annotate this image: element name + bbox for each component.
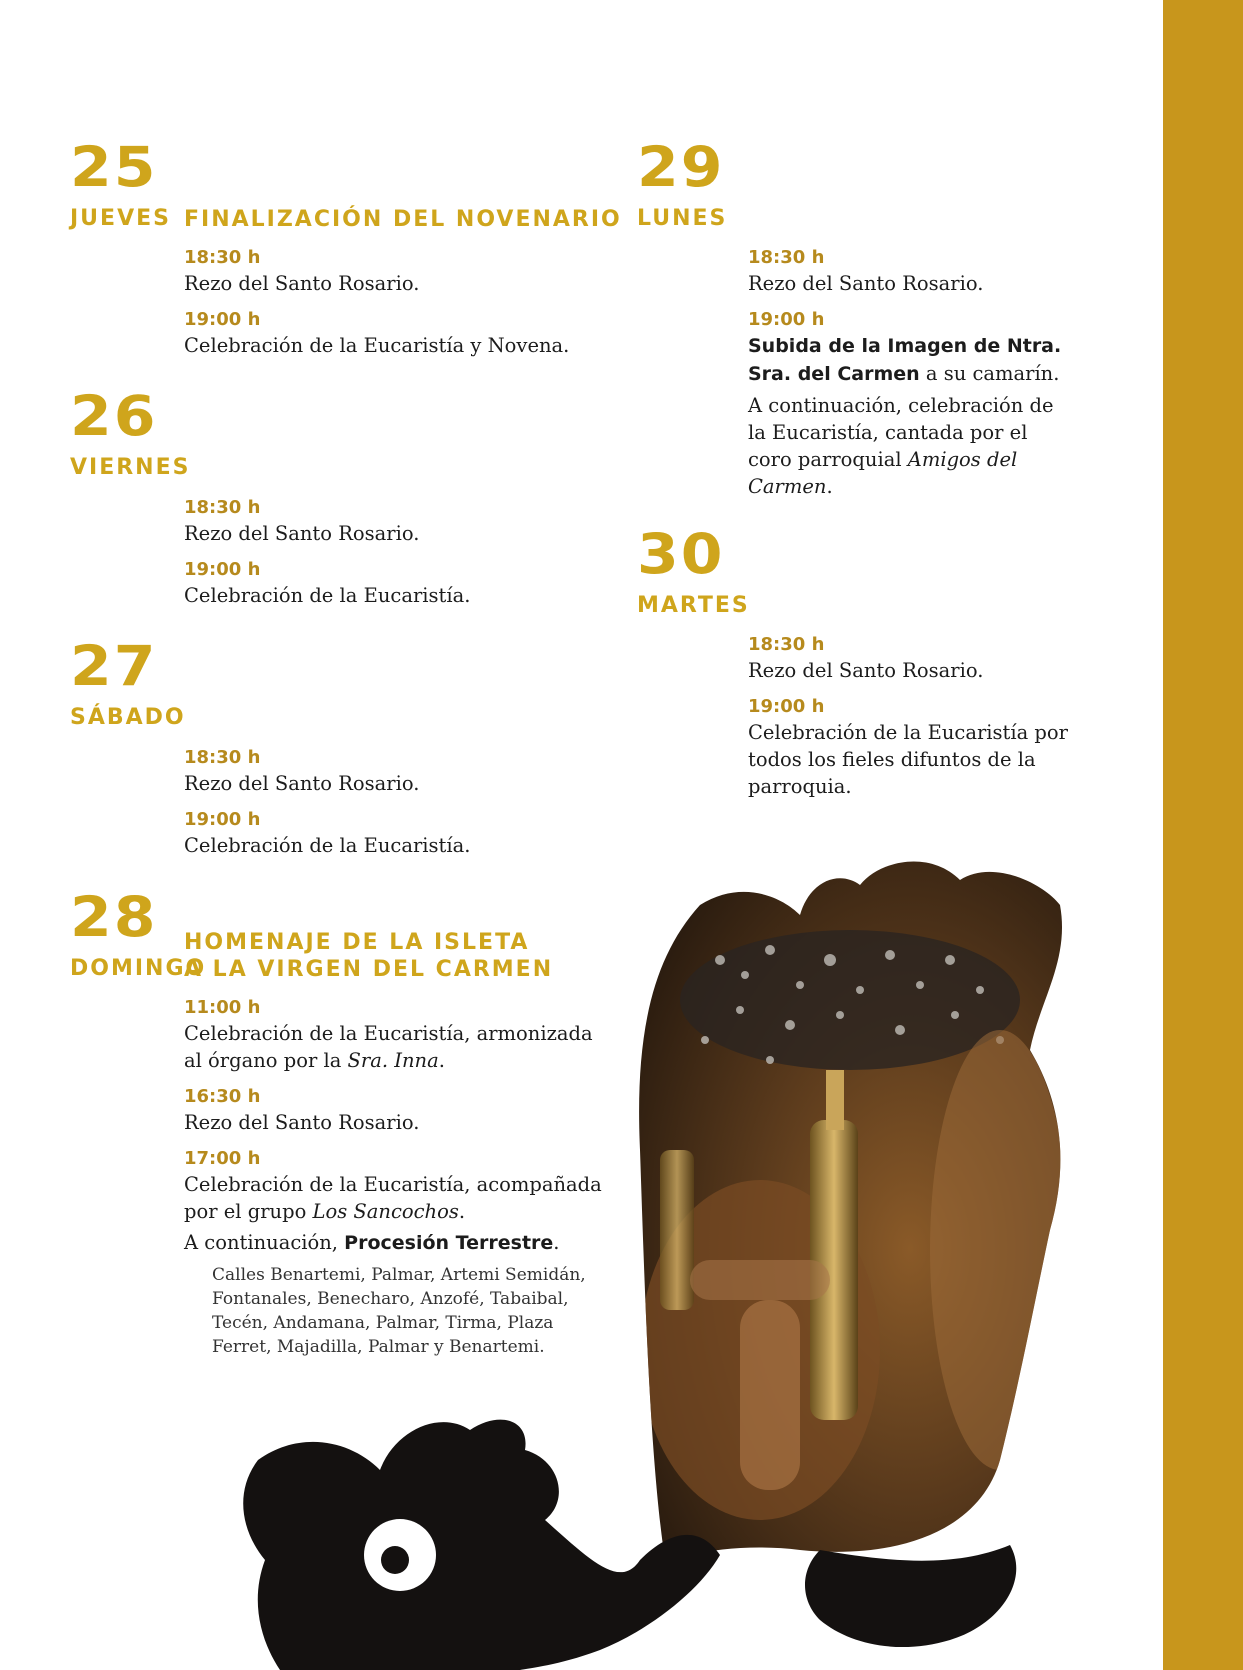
event bbox=[184, 246, 604, 297]
event-time: 18:30 h bbox=[748, 634, 825, 655]
event-time: 19:00 h bbox=[184, 809, 261, 830]
event-extra: A continuación, Procesión Terrestre. bbox=[184, 1231, 560, 1254]
day-27-events bbox=[184, 746, 604, 870]
event-text: Celebración de la Eucaristía. bbox=[184, 834, 471, 857]
event-time: 16:30 h bbox=[184, 1086, 261, 1107]
day-name: LUNES bbox=[637, 206, 728, 231]
event-extra: A continuación, celebración de la Eucaristía, cantada por el coro parroquial Amigos del Carmen. bbox=[748, 394, 1054, 498]
procession-route: Calles Benartemi, Palmar, Artemi Semidán, Fontanales, Benecharo, Anzofé, Tabaibal, Tecén, Andamana, Palmar, Tirma, Plaza Ferret, Majadilla, Palmar y Benartemi. bbox=[212, 1265, 586, 1357]
event-time: 18:30 h bbox=[748, 247, 825, 268]
event-time: 18:30 h bbox=[184, 497, 261, 518]
day-29-events bbox=[748, 246, 1068, 511]
event-time: 11:00 h bbox=[184, 997, 261, 1018]
event bbox=[748, 246, 1068, 297]
day-number: 27 bbox=[70, 634, 158, 699]
event bbox=[184, 558, 604, 609]
event bbox=[748, 695, 1068, 800]
day-number: 30 bbox=[637, 522, 725, 587]
event bbox=[748, 308, 1068, 500]
day-number: 29 bbox=[637, 135, 725, 200]
day-30-events bbox=[748, 633, 1068, 811]
event-time: 19:00 h bbox=[748, 696, 825, 717]
image-ascent-label: Subida de la Imagen de Ntra. Sra. del Carmen bbox=[748, 335, 1062, 385]
group-name: Los Sancochos bbox=[312, 1200, 459, 1223]
event-text: Rezo del Santo Rosario. bbox=[184, 1111, 420, 1134]
event-text: Celebración de la Eucaristía por todos los fieles difuntos de la parroquia. bbox=[748, 721, 1068, 798]
day-name: VIERNES bbox=[70, 455, 191, 480]
day-name: JUEVES bbox=[70, 206, 171, 231]
day-name: DOMINGO bbox=[70, 956, 207, 981]
event-text: Celebración de la Eucaristía y Novena. bbox=[184, 334, 570, 357]
day-28-title-line-1: HOMENAJE DE LA ISLETA bbox=[184, 930, 530, 955]
choir-name: Amigos del Carmen bbox=[748, 448, 1018, 498]
event-text: Celebración de la Eucaristía. bbox=[184, 584, 471, 607]
event-time: 18:30 h bbox=[184, 747, 261, 768]
event bbox=[184, 1085, 614, 1136]
event bbox=[184, 1147, 614, 1359]
event-text: Celebración de la Eucaristía, acompañada por el grupo Los Sancochos. bbox=[184, 1173, 602, 1223]
event-time: 19:00 h bbox=[184, 559, 261, 580]
event bbox=[184, 996, 614, 1074]
event-text: Rezo del Santo Rosario. bbox=[184, 772, 420, 795]
organist-name: Sra. Inna bbox=[347, 1049, 439, 1072]
event-text: Rezo del Santo Rosario. bbox=[748, 659, 984, 682]
event-text: Subida de la Imagen de Ntra. Sra. del Carmen a su camarín. bbox=[748, 335, 1062, 385]
event-time: 17:00 h bbox=[184, 1148, 261, 1169]
event-time: 19:00 h bbox=[184, 309, 261, 330]
event-time: 19:00 h bbox=[748, 309, 825, 330]
day-26-events bbox=[184, 496, 604, 620]
event bbox=[184, 746, 604, 797]
event-text: Rezo del Santo Rosario. bbox=[748, 272, 984, 295]
event-text: Rezo del Santo Rosario. bbox=[184, 522, 420, 545]
event bbox=[184, 496, 604, 547]
day-25-title: FINALIZACIÓN DEL NOVENARIO bbox=[184, 207, 622, 232]
day-25-events bbox=[184, 246, 604, 370]
event bbox=[748, 633, 1068, 684]
event-time: 18:30 h bbox=[184, 247, 261, 268]
procession-label: Procesión Terrestre bbox=[344, 1232, 554, 1254]
event bbox=[184, 308, 604, 359]
day-number: 26 bbox=[70, 384, 158, 449]
day-28-events bbox=[184, 996, 614, 1370]
event-text: Celebración de la Eucaristía, armonizada al órgano por la Sra. Inna. bbox=[184, 1022, 593, 1072]
day-name: MARTES bbox=[637, 593, 750, 618]
event bbox=[184, 808, 604, 859]
day-name: SÁBADO bbox=[70, 705, 186, 730]
event-text: Rezo del Santo Rosario. bbox=[184, 272, 420, 295]
day-number: 28 bbox=[70, 885, 158, 950]
day-number: 25 bbox=[70, 135, 158, 200]
day-28-title-line-2: A LA VIRGEN DEL CARMEN bbox=[184, 957, 554, 982]
